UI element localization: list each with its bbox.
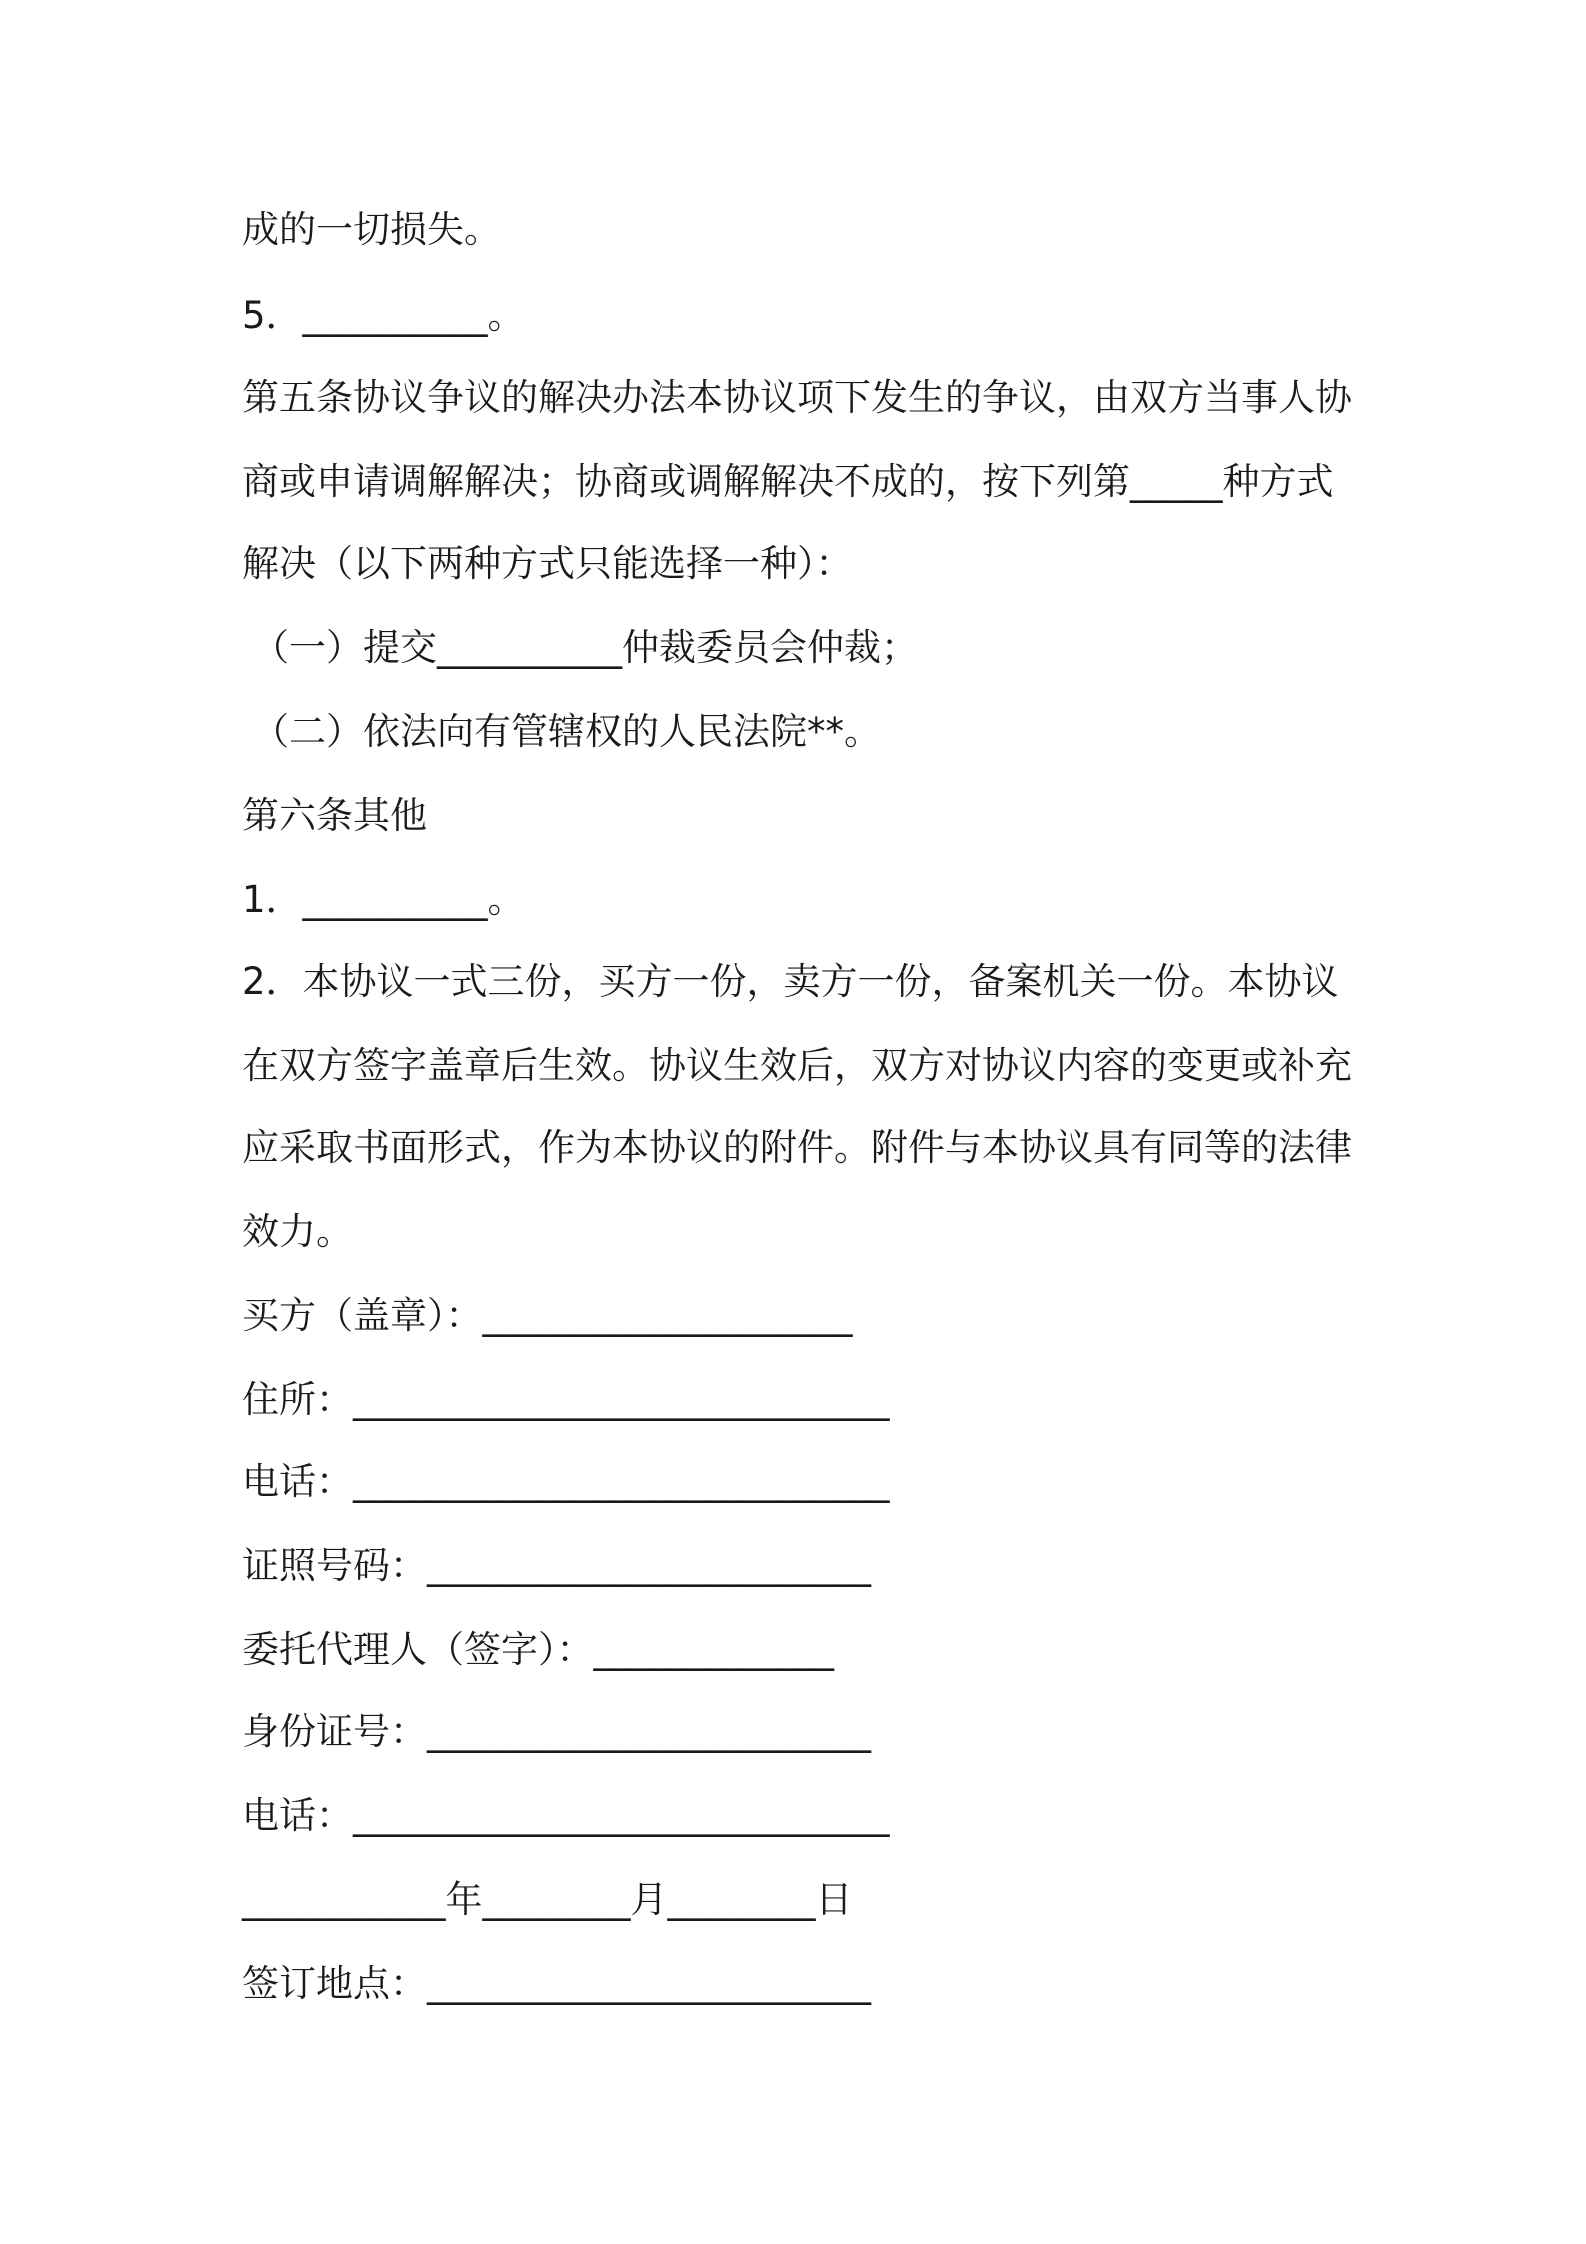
option-item: （一）提交__________仲裁委员会仲裁； (252, 626, 918, 669)
text-line: 解决（以下两种方式只能选择一种）： (242, 542, 853, 585)
text-line: 效力。 (242, 1210, 353, 1253)
license-number-field: 证照号码：________________________ (242, 1544, 871, 1587)
text-line: 成的一切损失。 (242, 208, 501, 251)
article-heading: 第六条其他 (242, 794, 427, 837)
article-heading: 第五条协议争议的解决办法本协议项下发生的争议，由双方当事人协 (242, 376, 1352, 419)
option-item: （二）依法向有管辖权的人民法院**。 (252, 710, 881, 753)
text-line: 商或申请调解解决；协商或调解解决不成的，按下列第_____种方式 (242, 460, 1334, 503)
clause-item: 2．本协议一式三份，买方一份，卖方一份，备案机关一份。本协议 (242, 960, 1339, 1003)
phone-field: 电话：_____________________________ (242, 1794, 890, 1837)
date-field: ___________年________月________日 (242, 1878, 853, 1921)
address-field: 住所：_____________________________ (242, 1378, 890, 1421)
id-number-field: 身份证号：________________________ (242, 1710, 871, 1753)
text-line: 在双方签字盖章后生效。协议生效后，双方对协议内容的变更或补充 (242, 1044, 1352, 1087)
text-line: 应采取书面形式，作为本协议的附件。附件与本协议具有同等的法律 (242, 1126, 1352, 1169)
clause-item: 1．__________。 (242, 878, 525, 921)
agent-signature-field: 委托代理人（签字）：_____________ (242, 1628, 834, 1671)
signing-place-field: 签订地点：________________________ (242, 1962, 871, 2005)
clause-item: 5．__________。 (242, 294, 525, 337)
phone-field: 电话：_____________________________ (242, 1460, 890, 1503)
buyer-seal-field: 买方（盖章）：____________________ (242, 1294, 853, 1337)
